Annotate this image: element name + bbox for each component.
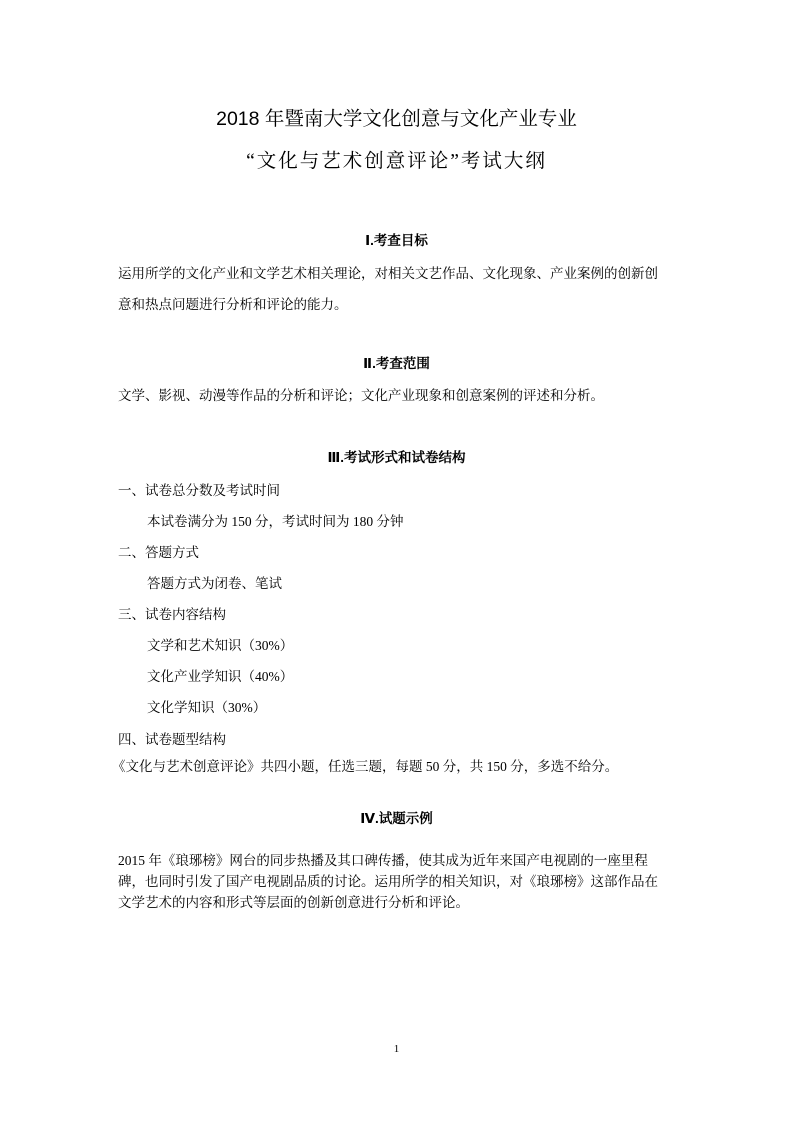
list-item-label: 四、试卷题型结构 (118, 732, 226, 747)
document-title: 2018 年暨南大学文化创意与文化产业专业 (216, 108, 577, 130)
list-item-detail: 答题方式为闭卷、笔试 (147, 576, 282, 591)
list-item-detail: 文化产业学知识（40%） (147, 669, 294, 684)
section-heading-2: Ⅱ.考查范围 (363, 356, 430, 371)
section-heading-3: Ⅲ.考试形式和试卷结构 (327, 450, 466, 465)
list-item-detail: 本试卷满分为 150 分，考试时间为 180 分钟 (147, 514, 404, 529)
document-subtitle: “文化与艺术创意评论”考试大纲 (246, 151, 547, 172)
paragraph-line: 2015 年《琅琊榜》网台的同步热播及其口碑传播，使其成为近年来国产电视剧的一座里程 (118, 853, 648, 868)
list-item-label: 一、试卷总分数及考试时间 (118, 483, 280, 498)
paragraph-line: 碑，也同时引发了国产电视剧品质的讨论。运用所学的相关知识，对《琅琊榜》这部作品在 (118, 874, 658, 889)
page-number: 1 (393, 1043, 400, 1055)
list-item-label: 二、答题方式 (118, 545, 199, 560)
section-heading-4: Ⅳ.试题示例 (360, 811, 433, 826)
list-item-label: 三、试卷内容结构 (118, 607, 226, 622)
section-heading-1: Ⅰ.考查目标 (365, 233, 428, 248)
list-item-detail: 文化学知识（30%） (147, 700, 267, 715)
list-item-detail: 《文化与艺术创意评论》共四小题，任选三题，每题 50 分，共 150 分，多选不给分。 (112, 759, 619, 774)
paragraph-line: 意和热点问题进行分析和评论的能力。 (118, 297, 348, 312)
paragraph-line: 文学、影视、动漫等作品的分析和评论；文化产业现象和创意案例的评述和分析。 (118, 388, 604, 403)
paragraph-line: 运用所学的文化产业和文学艺术相关理论，对相关文艺作品、文化现象、产业案例的创新创 (118, 266, 658, 281)
paragraph-line: 文学艺术的内容和形式等层面的创新创意进行分析和评论。 (118, 895, 469, 910)
list-item-detail: 文学和艺术知识（30%） (147, 638, 294, 653)
